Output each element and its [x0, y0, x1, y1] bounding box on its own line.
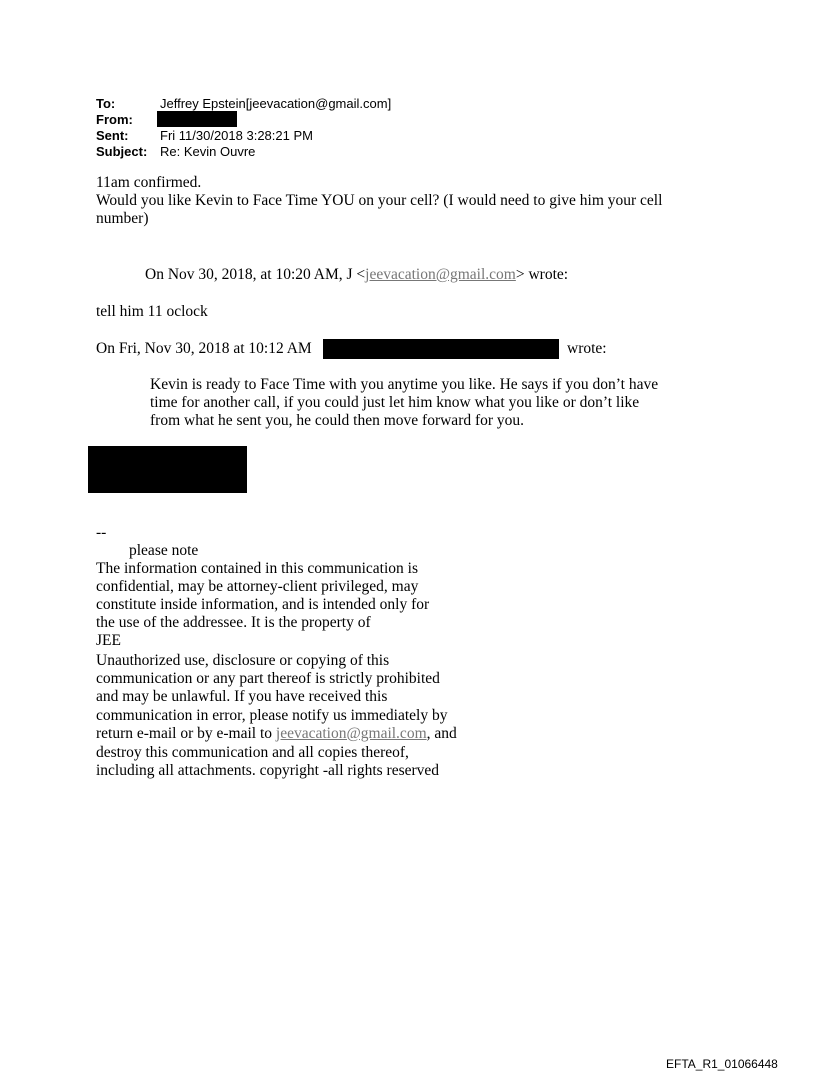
sent-label: Sent: — [96, 128, 129, 143]
body-line-1: 11am confirmed. — [96, 174, 202, 191]
disclaimer-line: and may be unlawful. If you have received this — [96, 688, 388, 705]
return-email-link[interactable]: jeevacation@gmail.com — [275, 725, 427, 742]
disclaimer-line: communication or any part thereof is strictly prohibited — [96, 670, 440, 687]
disclaimer-line: confidential, may be attorney-client privileged, may — [96, 578, 419, 595]
reply-text: tell him 11 oclock — [96, 303, 208, 320]
from-label: From: — [96, 112, 133, 127]
return-prefix: return e-mail or by e-mail to — [96, 725, 276, 742]
return-suffix: , and — [426, 725, 457, 742]
disclaimer-line: constitute inside information, and is intended only for — [96, 596, 430, 613]
disclaimer-line: communication in error, please notify us immediately by — [96, 707, 448, 724]
quote1-suffix: > wrote: — [515, 266, 569, 283]
disclaimer-line: JEE — [96, 632, 121, 649]
signature-note: please note — [129, 542, 199, 559]
header-sent-row — [96, 128, 313, 144]
quote2-prefix: On Fri, Nov 30, 2018 at 10:12 AM — [96, 340, 312, 357]
body-line-2: Would you like Kevin to Face Time YOU on your cell? (I would need to give him your cell — [96, 192, 663, 209]
quote2-line: Kevin is ready to Face Time with you anytime you like. He says if you don’t have — [150, 376, 659, 393]
disclaimer-return-line — [96, 725, 457, 743]
quote1-email-link[interactable]: jeevacation@gmail.com — [365, 266, 516, 283]
body-line-3: number) — [96, 210, 149, 227]
subject-value: Re: Kevin Ouvre — [160, 144, 256, 159]
disclaimer-line: The information contained in this communication is — [96, 560, 418, 577]
quote1-attribution — [145, 266, 568, 284]
signature-dashes: -- — [96, 524, 107, 541]
signature-redaction — [88, 446, 247, 493]
to-label: To: — [96, 96, 116, 111]
disclaimer-line: including all attachments. copyright -all rights reserved — [96, 762, 440, 779]
quote1-prefix: On Nov 30, 2018, at 10:20 AM, J < — [145, 266, 366, 283]
disclaimer-line: the use of the addressee. It is the property of — [96, 614, 371, 631]
from-redaction — [157, 111, 237, 127]
sent-value: Fri 11/30/2018 3:28:21 PM — [160, 128, 313, 143]
subject-label: Subject: — [96, 144, 148, 159]
header-from-row — [96, 112, 160, 128]
header-to-row — [96, 96, 391, 112]
quote2-suffix: wrote: — [567, 340, 607, 357]
to-value: Jeffrey Epstein[jeevacation@gmail.com] — [160, 96, 392, 111]
quote2-line: from what he sent you, he could then move forward for you. — [150, 412, 525, 429]
header-subject-row — [96, 144, 255, 160]
quote2-line: time for another call, if you could just let him know what you like or don’t like — [150, 394, 640, 411]
quote2-sender-redaction — [323, 339, 559, 359]
document-id: EFTA_R1_01066448 — [666, 1057, 778, 1071]
disclaimer-line: Unauthorized use, disclosure or copying of this — [96, 652, 390, 669]
disclaimer-line: destroy this communication and all copies thereof, — [96, 744, 409, 761]
